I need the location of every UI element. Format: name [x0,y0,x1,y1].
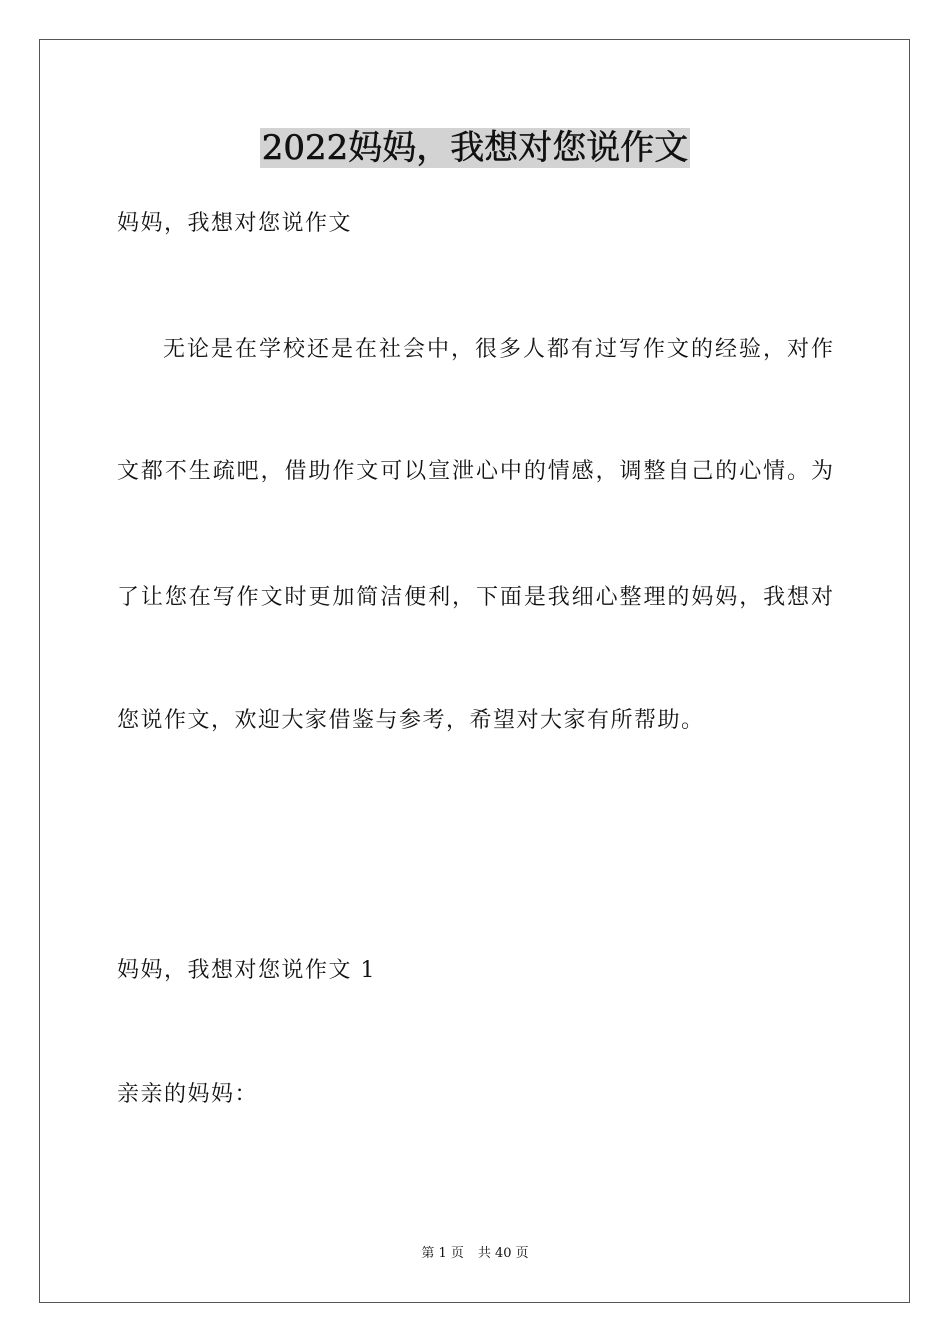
page-total: 共 40 页 [477,1246,529,1261]
intro-line-1: 无论是在学校还是在社会中，很多人都有过写作文的经验，对作 [163,337,833,362]
document-title-text: 2022妈妈，我想对您说作文 [261,128,689,168]
intro-line-3: 了让您在写作文时更加简洁便利，下面是我细心整理的妈妈，我想对 [117,585,833,610]
document-subtitle: 妈妈，我想对您说作文 [117,211,353,236]
intro-line-2: 文都不生疏吧，借助作文可以宣泄心中的情感，调整自己的心情。为 [117,459,833,484]
page-footer [0,1245,950,1263]
page-number: 第 1 页 [421,1246,464,1261]
section-heading: 妈妈，我想对您说作文 1 [117,958,376,983]
document-title [0,126,950,170]
intro-line-4: 您说作文，欢迎大家借鉴与参考，希望对大家有所帮助。 [117,708,705,733]
salutation: 亲亲的妈妈： [117,1082,259,1107]
